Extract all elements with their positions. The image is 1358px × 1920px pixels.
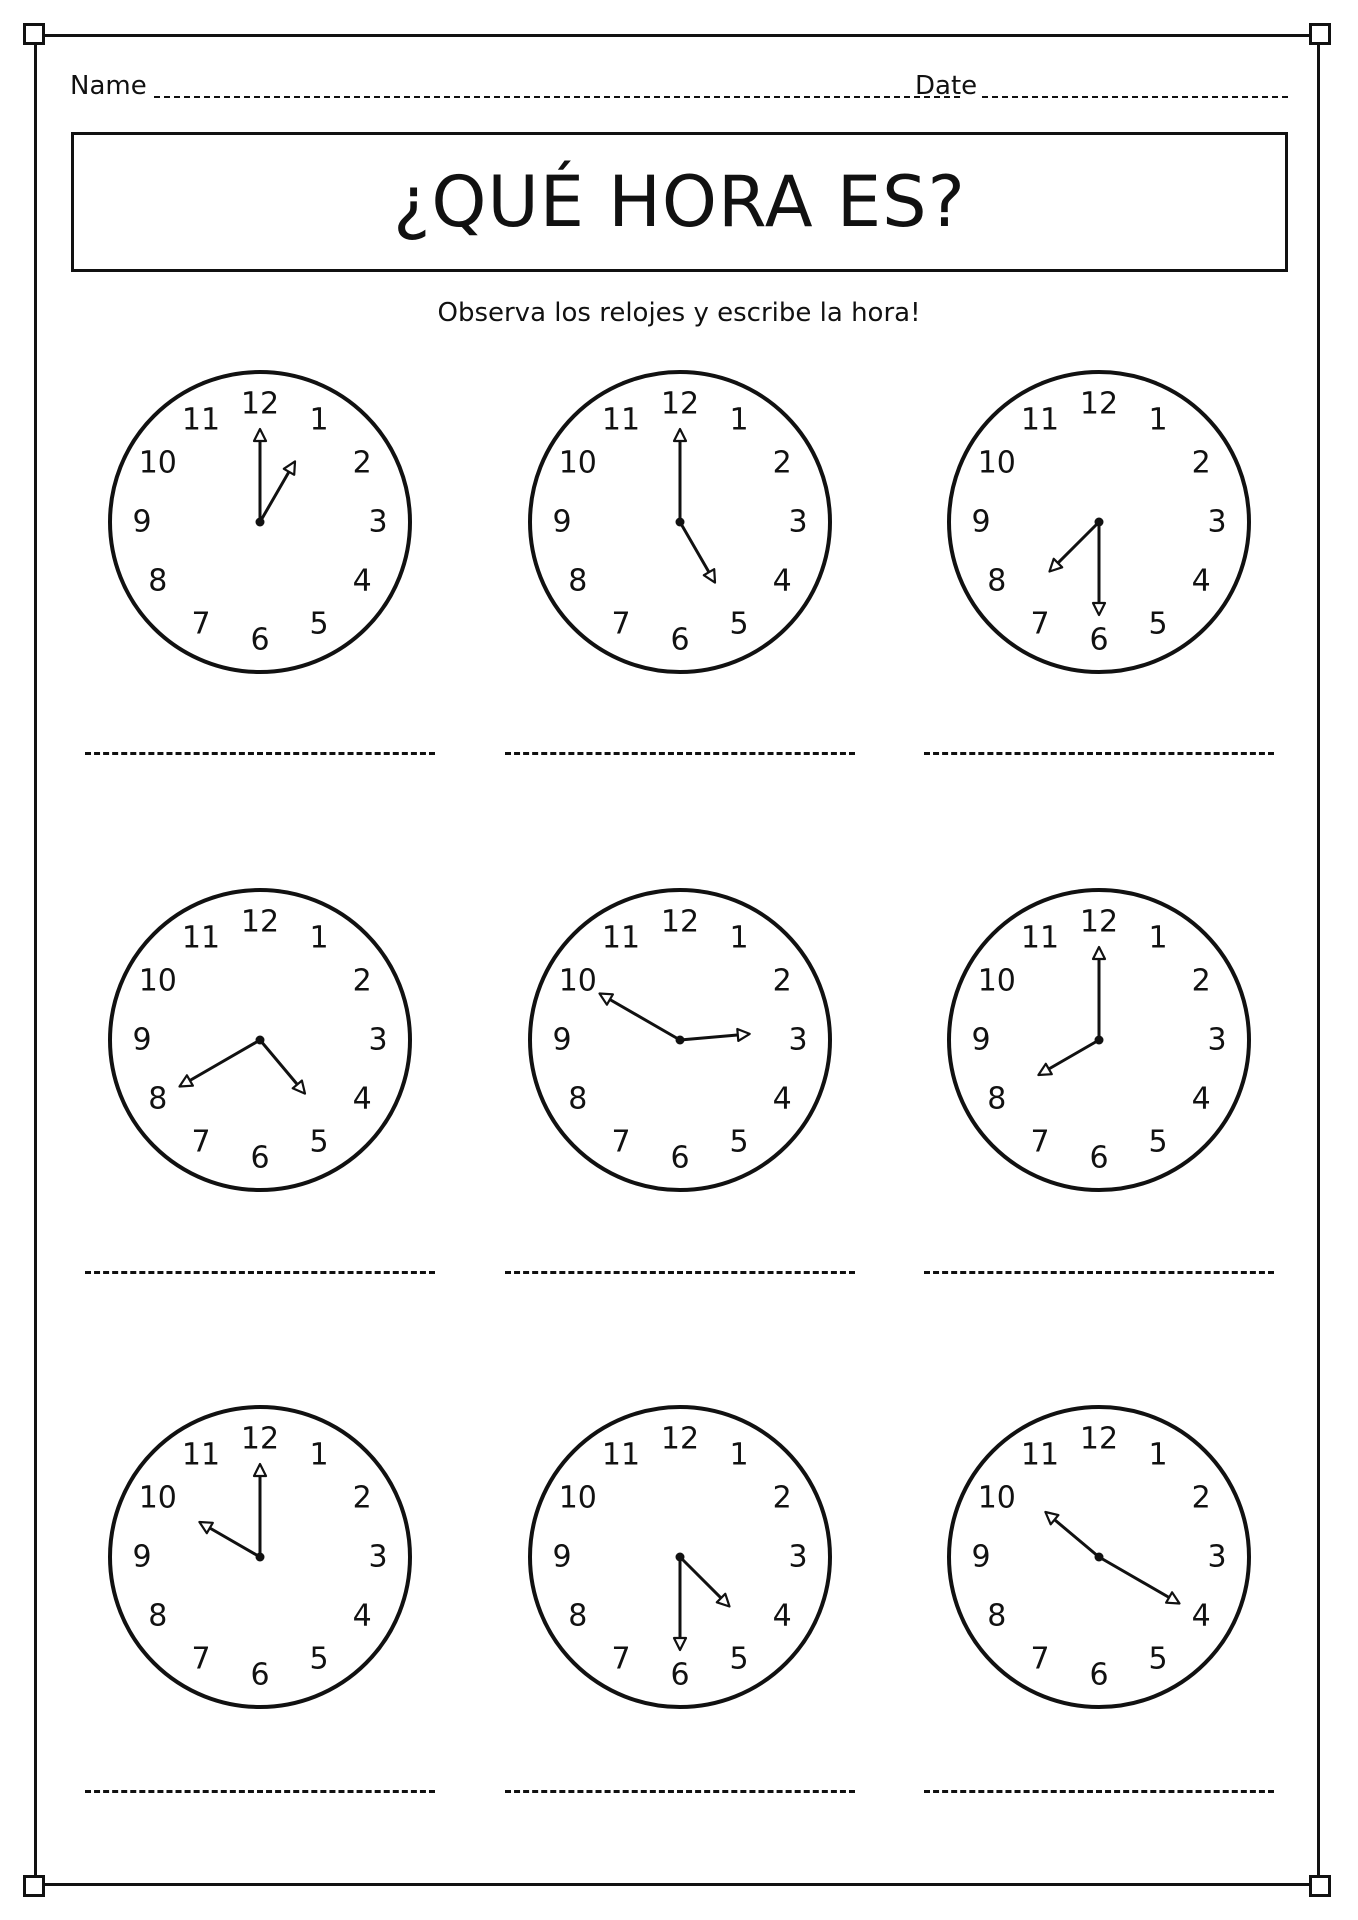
clock-number-7: 7	[611, 1641, 631, 1677]
clock-number-6: 6	[1089, 1140, 1109, 1176]
clock-number-10: 10	[977, 445, 1016, 481]
page-title: ¿QUÉ HORA ES?	[393, 161, 966, 243]
clock-center-pin	[256, 1036, 265, 1045]
clock-number-5: 5	[1148, 1124, 1168, 1160]
clock-number-3: 3	[1207, 504, 1227, 540]
clock-number-1: 1	[309, 1437, 329, 1473]
clock-number-12: 12	[240, 904, 280, 940]
clock-center-pin	[256, 1553, 265, 1562]
clock-face-svg	[105, 1402, 415, 1712]
clock-number-5: 5	[729, 1641, 749, 1677]
clock-number-12: 12	[1079, 904, 1119, 940]
answer-line-9[interactable]	[924, 1786, 1274, 1793]
clock-number-8: 8	[148, 1081, 168, 1117]
clock-number-12: 12	[1079, 386, 1119, 422]
clock-number-8: 8	[987, 1598, 1007, 1634]
clock-number-8: 8	[568, 1598, 588, 1634]
clock-number-10: 10	[977, 1480, 1016, 1516]
clock-number-10: 10	[558, 1480, 597, 1516]
clock-center-pin	[676, 1553, 685, 1562]
border-corner-bottom-right	[1309, 1875, 1331, 1897]
date-field[interactable]	[982, 96, 1288, 98]
clock-number-11: 11	[181, 1437, 221, 1473]
clock-face-svg	[944, 1402, 1254, 1712]
clock-number-4: 4	[772, 1081, 792, 1117]
clock-number-6: 6	[1089, 622, 1109, 658]
clock-number-5: 5	[309, 1641, 329, 1677]
clock-number-3: 3	[1207, 1539, 1227, 1575]
answer-line-1[interactable]	[85, 748, 435, 755]
clock-number-8: 8	[987, 563, 1007, 599]
clock-number-1: 1	[729, 920, 749, 956]
clock-number-4: 4	[352, 1598, 372, 1634]
clock-number-11: 11	[1020, 920, 1060, 956]
clock-number-2: 2	[1191, 445, 1211, 481]
answer-line-4[interactable]	[85, 1267, 435, 1274]
clock-number-9: 9	[132, 1539, 152, 1575]
clock-number-3: 3	[368, 504, 388, 540]
clock-number-3: 3	[788, 504, 808, 540]
clock-number-11: 11	[601, 402, 641, 438]
date-label: Date	[915, 71, 978, 101]
answer-line-6[interactable]	[924, 1267, 1274, 1274]
clock-number-12: 12	[660, 904, 700, 940]
border-corner-top-right	[1309, 23, 1331, 45]
clock-number-4: 4	[772, 1598, 792, 1634]
clock-number-7: 7	[191, 606, 211, 642]
clock-center-pin	[256, 518, 265, 527]
clock-number-9: 9	[132, 504, 152, 540]
clock-number-9: 9	[971, 1539, 991, 1575]
clock-face-svg	[525, 885, 835, 1195]
clock-number-12: 12	[1079, 1421, 1119, 1457]
clock-number-10: 10	[138, 963, 177, 999]
clock-number-6: 6	[670, 1657, 690, 1693]
clock-8	[525, 1402, 835, 1712]
clock-face-svg	[944, 885, 1254, 1195]
clock-number-11: 11	[601, 920, 641, 956]
clock-number-4: 4	[1191, 1081, 1211, 1117]
clock-number-7: 7	[1030, 1124, 1050, 1160]
clock-number-11: 11	[1020, 402, 1060, 438]
answer-line-5[interactable]	[505, 1267, 855, 1274]
clock-number-1: 1	[729, 1437, 749, 1473]
clock-number-6: 6	[250, 1657, 270, 1693]
clock-number-7: 7	[1030, 1641, 1050, 1677]
clock-number-7: 7	[1030, 606, 1050, 642]
clock-number-2: 2	[1191, 963, 1211, 999]
clock-number-3: 3	[368, 1022, 388, 1058]
border-corner-bottom-left	[23, 1875, 45, 1897]
clock-number-2: 2	[772, 963, 792, 999]
clock-number-12: 12	[240, 386, 280, 422]
clock-number-9: 9	[132, 1022, 152, 1058]
name-date-row	[70, 66, 1290, 106]
clock-number-5: 5	[1148, 606, 1168, 642]
clock-number-2: 2	[772, 1480, 792, 1516]
clock-number-7: 7	[191, 1641, 211, 1677]
clock-number-1: 1	[1148, 402, 1168, 438]
clock-number-1: 1	[309, 402, 329, 438]
title-box	[71, 132, 1288, 272]
clock-number-11: 11	[1020, 1437, 1060, 1473]
clock-number-8: 8	[568, 563, 588, 599]
name-field[interactable]	[154, 96, 960, 98]
clock-number-9: 9	[552, 1539, 572, 1575]
clock-number-10: 10	[558, 963, 597, 999]
clock-number-3: 3	[368, 1539, 388, 1575]
clock-number-2: 2	[1191, 1480, 1211, 1516]
clock-number-2: 2	[352, 963, 372, 999]
clock-number-10: 10	[138, 445, 177, 481]
clock-number-6: 6	[670, 622, 690, 658]
instructions: Observa los relojes y escribe la hora!	[437, 298, 921, 328]
clock-number-2: 2	[352, 1480, 372, 1516]
clock-number-2: 2	[772, 445, 792, 481]
clock-number-8: 8	[148, 563, 168, 599]
clock-number-12: 12	[240, 1421, 280, 1457]
clock-center-pin	[676, 518, 685, 527]
clock-2	[525, 367, 835, 677]
clock-1	[105, 367, 415, 677]
clock-number-12: 12	[660, 386, 700, 422]
clock-center-pin	[1095, 1553, 1104, 1562]
clock-number-6: 6	[250, 1140, 270, 1176]
clock-number-3: 3	[1207, 1022, 1227, 1058]
clock-number-2: 2	[352, 445, 372, 481]
clock-number-6: 6	[250, 622, 270, 658]
clock-number-4: 4	[1191, 563, 1211, 599]
clock-face-svg	[105, 885, 415, 1195]
clock-number-4: 4	[352, 563, 372, 599]
clock-number-11: 11	[181, 402, 221, 438]
clock-number-7: 7	[191, 1124, 211, 1160]
clock-number-8: 8	[568, 1081, 588, 1117]
clock-number-3: 3	[788, 1022, 808, 1058]
clock-number-9: 9	[552, 504, 572, 540]
clock-6	[944, 885, 1254, 1195]
clock-number-6: 6	[1089, 1657, 1109, 1693]
clock-number-8: 8	[148, 1598, 168, 1634]
clock-center-pin	[1095, 518, 1104, 527]
clock-face-svg	[105, 367, 415, 677]
clock-number-5: 5	[729, 1124, 749, 1160]
clock-number-7: 7	[611, 1124, 631, 1160]
clock-number-12: 12	[660, 1421, 700, 1457]
clock-5	[525, 885, 835, 1195]
clock-number-5: 5	[729, 606, 749, 642]
clock-number-1: 1	[729, 402, 749, 438]
clock-number-3: 3	[788, 1539, 808, 1575]
clock-number-1: 1	[309, 920, 329, 956]
clock-number-6: 6	[670, 1140, 690, 1176]
clock-number-7: 7	[611, 606, 631, 642]
clock-number-4: 4	[772, 563, 792, 599]
clock-number-4: 4	[1191, 1598, 1211, 1634]
clock-number-10: 10	[558, 445, 597, 481]
answer-line-7[interactable]	[85, 1786, 435, 1793]
answer-line-2[interactable]	[505, 748, 855, 755]
clock-number-5: 5	[309, 606, 329, 642]
clock-face-svg	[525, 367, 835, 677]
clock-7	[105, 1402, 415, 1712]
answer-line-8[interactable]	[505, 1786, 855, 1793]
clock-9	[944, 1402, 1254, 1712]
clock-number-1: 1	[1148, 920, 1168, 956]
clock-number-4: 4	[352, 1081, 372, 1117]
clock-number-10: 10	[977, 963, 1016, 999]
clock-number-5: 5	[309, 1124, 329, 1160]
clock-3	[944, 367, 1254, 677]
clock-face-svg	[525, 1402, 835, 1712]
clock-number-9: 9	[971, 1022, 991, 1058]
clock-number-5: 5	[1148, 1641, 1168, 1677]
answer-line-3[interactable]	[924, 748, 1274, 755]
clock-number-11: 11	[181, 920, 221, 956]
clock-number-10: 10	[138, 1480, 177, 1516]
clock-number-9: 9	[552, 1022, 572, 1058]
clock-center-pin	[676, 1036, 685, 1045]
clock-face-svg	[944, 367, 1254, 677]
name-label: Name	[70, 71, 147, 101]
clock-center-pin	[1095, 1036, 1104, 1045]
border-corner-top-left	[23, 23, 45, 45]
clock-number-1: 1	[1148, 1437, 1168, 1473]
clock-4	[105, 885, 415, 1195]
clock-number-8: 8	[987, 1081, 1007, 1117]
clock-number-9: 9	[971, 504, 991, 540]
clock-number-11: 11	[601, 1437, 641, 1473]
